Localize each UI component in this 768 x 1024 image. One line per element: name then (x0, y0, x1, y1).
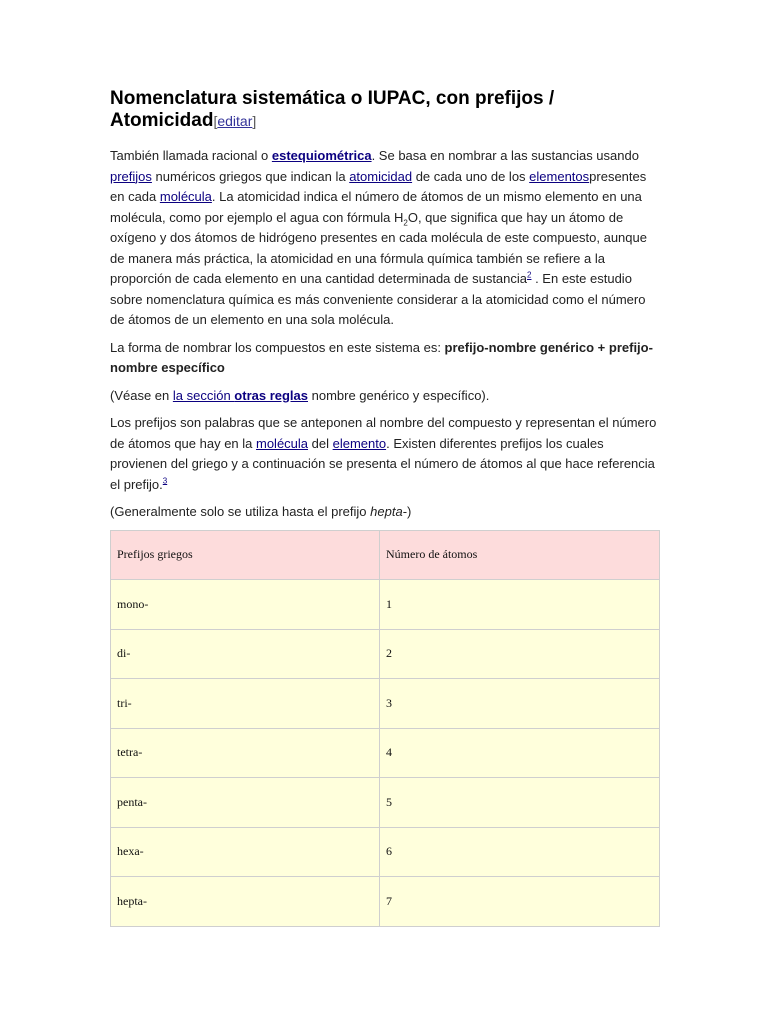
text: . La atomicidad indica el número de átomos de un mismo elemento en una molécula, como por ejemplo el agua con fórmula H (110, 189, 642, 225)
text: -) (402, 504, 412, 519)
text: La forma de nombrar los compuestos en este sistema es: (110, 339, 445, 355)
prefix-cell: mono- (111, 580, 380, 630)
edit-bracket-close: ] (252, 113, 257, 129)
link-prefijos[interactable]: prefijos (110, 168, 152, 184)
section-heading (110, 88, 660, 132)
prefix-cell: penta- (111, 778, 380, 828)
reference-link-3[interactable]: 3 (162, 476, 168, 486)
text: numéricos griegos que indican la (151, 168, 350, 184)
section-title: Nomenclatura sistemática o IUPAC, con prefijos / Atomicidad (110, 88, 555, 131)
prefixes-paragraph (110, 413, 660, 495)
intro-paragraph (110, 146, 660, 331)
table-row (111, 629, 660, 679)
text: . Existen diferentes prefijos los cuales provienen del griego y a continuación se presenta el número de átomos al que hace referencia el prefijo. (110, 435, 655, 492)
link-elemento[interactable]: elemento (332, 435, 387, 451)
naming-form-paragraph (110, 338, 660, 379)
see-also-paragraph (110, 386, 660, 407)
prefixes-table (110, 530, 660, 927)
edit-link[interactable]: editar (217, 113, 253, 129)
table-row (111, 728, 660, 778)
prefix-cell: di- (111, 629, 380, 679)
text: . Se basa en nombrar a las sustancias usando (371, 148, 639, 163)
text: presentes en cada (110, 168, 647, 204)
table-header-cell: Número de átomos (380, 530, 660, 580)
link-molecula-2[interactable]: molécula (256, 435, 309, 451)
naming-formula: prefijo-nombre genérico + prefijo-nombre específico (110, 339, 653, 375)
link-text: la sección (172, 387, 235, 403)
subscript: 2 (403, 218, 408, 228)
link-estequiometrica[interactable]: estequiométrica (271, 148, 372, 163)
count-cell: 4 (380, 728, 660, 778)
edit-link-wrapper (213, 113, 256, 129)
table-row (111, 679, 660, 729)
text: O, que significa que hay un átomo de oxígeno y dos átomos de hidrógeno presentes en cada molécula de este compuesto, aunque de manera más práctica, la atomicidad en una fórmula química también se refiere a la proporción de cada elemento en una cantidad determinada de sustancia (110, 209, 647, 286)
count-cell: 3 (380, 679, 660, 729)
count-cell: 1 (380, 580, 660, 630)
count-cell: 5 (380, 778, 660, 828)
prefix-cell: tetra- (111, 728, 380, 778)
link-text-bold: otras reglas (234, 387, 308, 403)
link-elementos[interactable]: elementos (529, 168, 590, 184)
text: (Generalmente solo se utiliza hasta el prefijo (110, 504, 371, 519)
text: del (308, 435, 333, 451)
emphasis: hepta (370, 504, 403, 519)
prefix-cell: hexa- (111, 827, 380, 877)
edit-bracket-open: [ (213, 113, 218, 129)
link-molecula[interactable]: molécula (159, 189, 212, 204)
count-cell: 6 (380, 827, 660, 877)
text: (Véase en (110, 387, 173, 403)
link-atomicidad[interactable]: atomicidad (349, 168, 413, 184)
count-cell: 2 (380, 629, 660, 679)
count-cell: 7 (380, 877, 660, 927)
table-row (111, 827, 660, 877)
article-section (110, 88, 660, 927)
link-otras-reglas[interactable] (173, 388, 308, 403)
reference-link-2[interactable]: 2 (527, 270, 532, 280)
prefix-cell: hepta- (111, 877, 380, 927)
text: Los prefijos son palabras que se anteponen al nombre del compuesto y representan el número de átomos que hay en la (110, 415, 657, 451)
note-paragraph (110, 502, 660, 523)
table-row (111, 877, 660, 927)
table-row (111, 580, 660, 630)
text: . En este estudio sobre nomenclatura química es más conveniente considerar a la atomicidad como el número de átomos de un elemento en una sola molécula. (110, 271, 646, 327)
prefix-cell: tri- (111, 679, 380, 729)
table-row (111, 778, 660, 828)
text: nombre genérico y específico). (308, 387, 490, 403)
table-header-cell: Prefijos griegos (111, 530, 380, 580)
table-header-row (111, 530, 660, 580)
text: de cada uno de los (412, 168, 530, 184)
text: También llamada racional o (110, 148, 272, 163)
